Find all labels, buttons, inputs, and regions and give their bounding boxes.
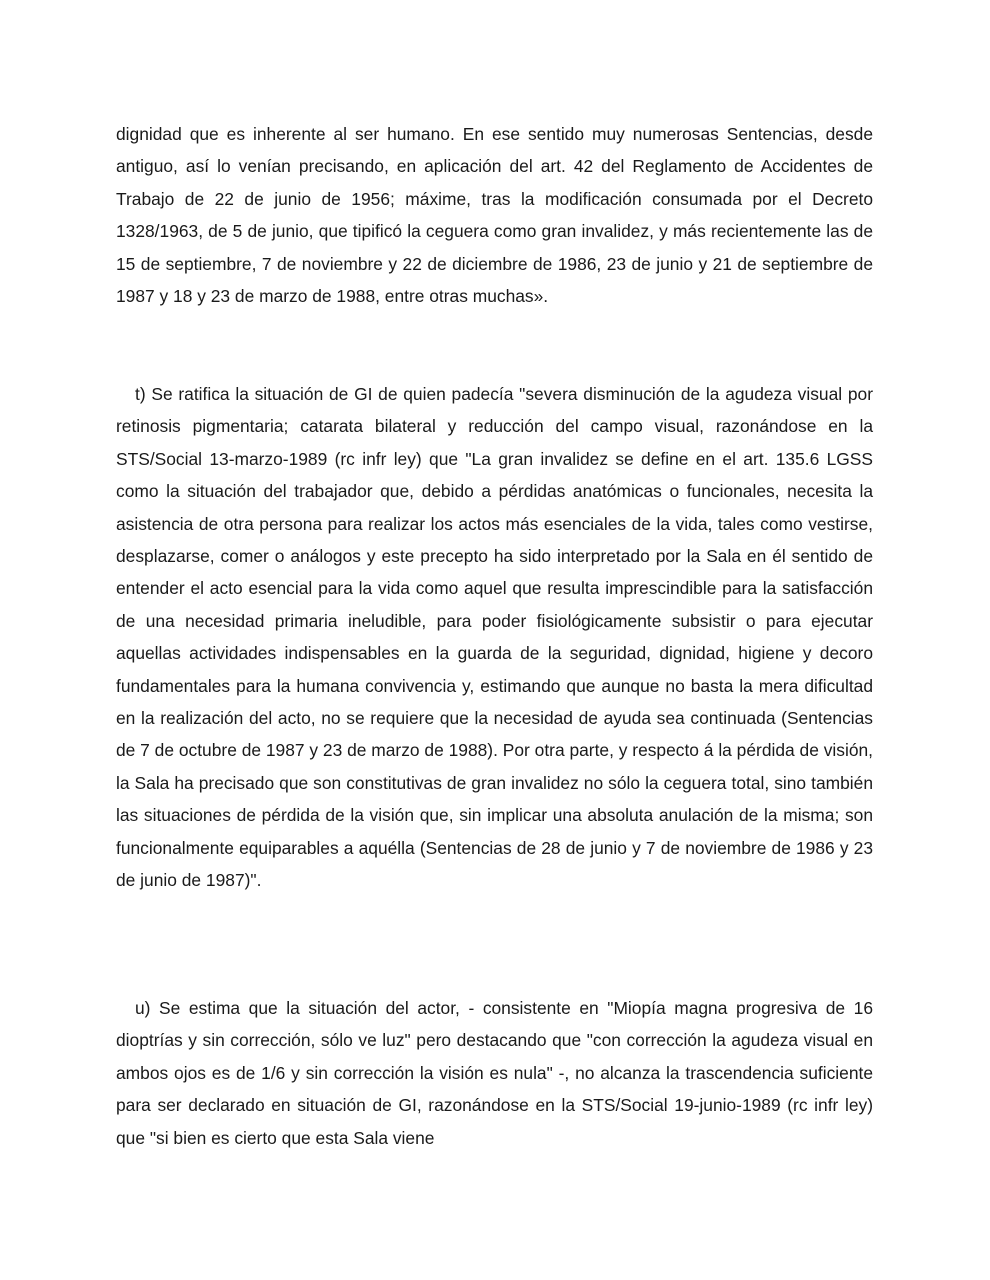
paragraph-continuation <box>116 118 873 312</box>
paragraph-text: u) Se estima que la situación del actor, - consistente en "Miopía magna progresiva de 16 dioptrías y sin corrección, sólo ve luz" pero destacando que "con corrección la agudeza visual en ambos ojos es de 1/6 y sin corrección la visión es nula" -, no alcanza la trascendencia suficiente para ser declarado en situación de GI, razonándose en la STS/Social 19-junio-1989 (rc infr ley) que "si bien es cierto que esta Sala viene <box>116 998 873 1148</box>
paragraph-text: t) Se ratifica la situación de GI de quien padecía "severa disminución de la agudeza visual por retinosis pigmentaria; catarata bilateral y reducción del campo visual, razonándose en la STS/Social 13-marzo-1989 (rc infr ley) que "La gran invalidez se define en el art. 135.6 LGSS como la situación del trabajador que, debido a pérdidas anatómicas o funcionales, necesita la asistencia de otra persona para realizar los actos más esenciales de la vida, tales como vestirse, desplazarse, comer o análogos y este precepto ha sido interpretado por la Sala en él sentido de entender el acto esencial para la vida como aquel que resulta imprescindible para la satisfacción de una necesidad primaria ineludible, para poder fisiológicamente subsistir o para ejecutar aquellas actividades indispensables en la guarda de la seguridad, dignidad, higiene y decoro fundamentales para la humana convivencia y, estimando que aunque no basta la mera dificultad en la realización del acto, no se requiere que la necesidad de ayuda sea continuada (Sentencias de 7 de octubre de 1987 y 23 de marzo de 1988). Por otra parte, y respecto á la pérdida de visión, la Sala ha precisado que son constitutivas de gran invalidez no sólo la ceguera total, sino también las situaciones de pérdida de la visión que, sin implicar una absoluta anulación de la misma; son funcionalmente equiparables a aquélla (Sentencias de 28 de junio y 7 de noviembre de 1986 y 23 de junio de 1987)". <box>116 384 873 891</box>
paragraph-t <box>116 378 873 897</box>
paragraph-u <box>116 992 873 1154</box>
paragraph-text: dignidad que es inherente al ser humano. En ese sentido muy numerosas Sentencias, desde antiguo, así lo venían precisando, en aplicación del art. 42 del Reglamento de Accidentes de Trabajo de 22 de junio de 1956; máxime, tras la modificación consumada por el Decreto 1328/1963, de 5 de junio, que tipificó la ceguera como gran invalidez, y más recientemente las de 15 de septiembre, 7 de noviembre y 22 de diciembre de 1986, 23 de junio y 21 de septiembre de 1987 y 18 y 23 de marzo de 1988, entre otras muchas». <box>116 124 873 307</box>
